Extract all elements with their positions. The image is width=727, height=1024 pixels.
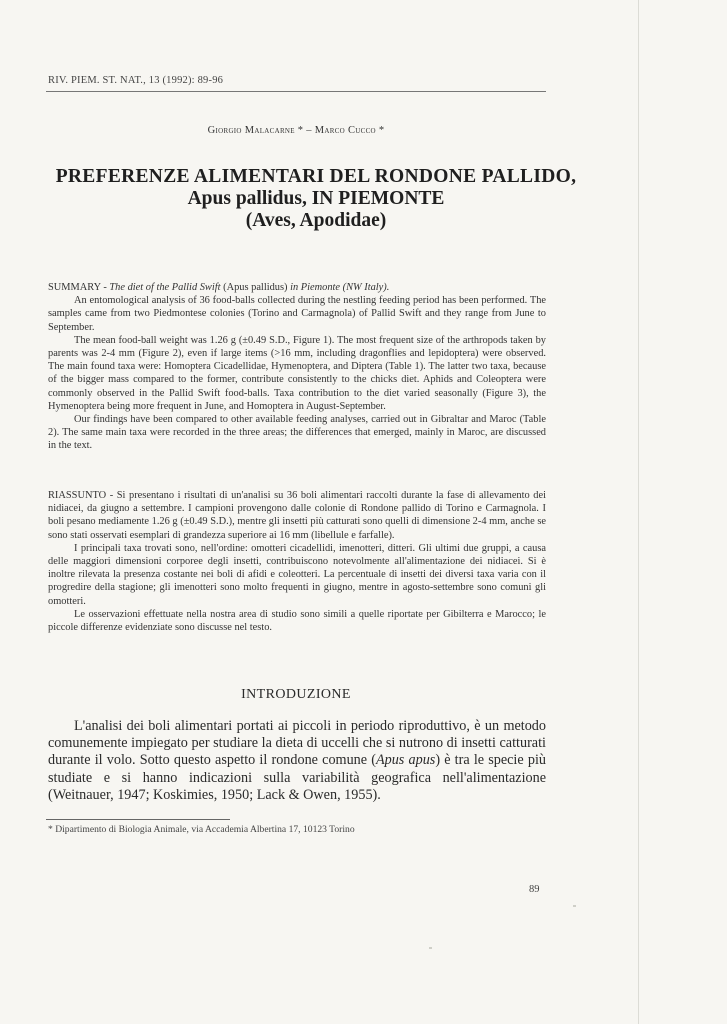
- header-rule: [46, 91, 546, 92]
- title-line-1: PREFERENZE ALIMENTARI DEL RONDONE PALLIDO,: [55, 166, 577, 187]
- authors: Giorgio Malacarne * – Marco Cucco *: [207, 125, 385, 136]
- title-line-3: (Aves, Apodidae): [245, 210, 387, 231]
- section-heading-introduzione: INTRODUZIONE: [241, 687, 351, 702]
- intro-text-before: L'analisi dei boli alimentari portati ai piccoli in periodo riproduttivo, è un metodo comunemente impiegato per studiare la dieta di uccelli che si nutrono di insetti catturati durante il volo. Sotto questo aspetto il rondone comune (: [48, 718, 546, 769]
- summary-title-plain: (Apus pallidus): [220, 282, 291, 293]
- riassunto-section: [48, 489, 546, 634]
- riassunto-paragraph-3: Le osservazioni effettuate nella nostra area di studio sono simili a quelle riportate per Gibilterra e Marocco; le piccole differenze evidenziate sono discusse nel testo.: [48, 608, 546, 634]
- title-line-2: Apus pallidus, IN PIEMONTE: [187, 188, 445, 209]
- summary-paragraph-1: An entomological analysis of 36 food-balls collected during the nestling feeding period has been performed. The samples came from two Piedmontese colonies (Torino and Carmagnola) of Pallid Swift and they range from June to September.: [48, 295, 546, 333]
- scan-edge-line: [638, 0, 639, 1024]
- summary-heading: [48, 281, 546, 294]
- introduction-body: [48, 718, 546, 804]
- summary-title-italic-2: in Piemonte (NW Italy).: [290, 282, 390, 293]
- introduction-paragraph: [48, 718, 546, 804]
- page-number: 89: [529, 884, 540, 895]
- summary-title-italic-1: The diet of the Pallid Swift: [109, 282, 221, 293]
- summary-section: [48, 281, 546, 453]
- summary-paragraph-2: The mean food-ball weight was 1.26 g (±0.49 S.D., Figure 1). The most frequent size of the arthropods taken by parents was 2-4 mm (Figure 2), even if large items (>16 mm, including dragonflies and lepidoptera) were observed. The main found taxa were: Homoptera Cicadellidae, Hymenoptera, and Diptera (Table 1). The latter two taxa, because of the bigger mass compared to the former, contribute consistently to the chicks diet. Aphids and Coleoptera were commonly observed in the Pallid Swift food-balls. Taxa contribution to the diet varied seasonally (Figure 3), the Hymenoptera being more frequent in June, and Homoptera in August-September.: [48, 334, 546, 412]
- intro-species-italic: Apus apus: [375, 752, 436, 769]
- riassunto-paragraph-1: RIASSUNTO - Si presentano i risultati di un'analisi su 36 boli alimentari raccolti durante la fase di allevamento dei nidiacei, da giugno a settembre. I campioni provengono dalle colonie di Rondone pallido di Torino e Carmagnola. I boli pesano mediamente 1.26 g (±0.49 S.D.), mentre gli insetti più catturati sono quelli di dimensione 2-4 mm, anche se sono stati osservati esemplari di grandezza superiore ai 16 mm (libellule e farfalle).: [48, 490, 546, 541]
- intro-text-after: ) è tra le specie più studiate e si hanno indicazioni sulla variabilità geografica nell'alimentazione (Weitnauer, 1947; Koskimies, 1950; Lack & Owen, 1955).: [48, 752, 546, 803]
- scan-speck: [573, 905, 576, 907]
- summary-paragraph-3: Our findings have been compared to other available feeding analyses, carried out in Gibraltar and Maroc (Table 2). The same main taxa were recorded in the three areas; the differences that emerged, mainly in Maroc, are discussed in the text.: [48, 414, 546, 452]
- summary-label: SUMMARY -: [48, 282, 110, 293]
- footnote: * Dipartimento di Biologia Animale, via Accademia Albertina 17, 10123 Torino: [48, 824, 355, 835]
- article-title: [40, 166, 592, 232]
- riassunto-paragraph-2: I principali taxa trovati sono, nell'ordine: omotteri cicadellidi, imenotteri, ditteri. Gli ultimi due gruppi, a causa delle maggiori dimensioni corporee degli insetti, contribuiscono notevolmente all'alimentazione dei nidiacei. Si è inoltre rilevata la presenza costante nei boli di afidi e coleotteri. La percentuale di insetti dei diversi taxa varia con il progredire della stagione; gli imenotteri sono molto frequenti in giugno, mentre in agosto-settembre sono comuni gli omotteri.: [48, 542, 546, 607]
- scan-speck: [429, 947, 432, 949]
- running-header: RIV. PIEM. ST. NAT., 13 (1992): 89-96: [48, 75, 224, 86]
- footnote-rule: [46, 819, 230, 820]
